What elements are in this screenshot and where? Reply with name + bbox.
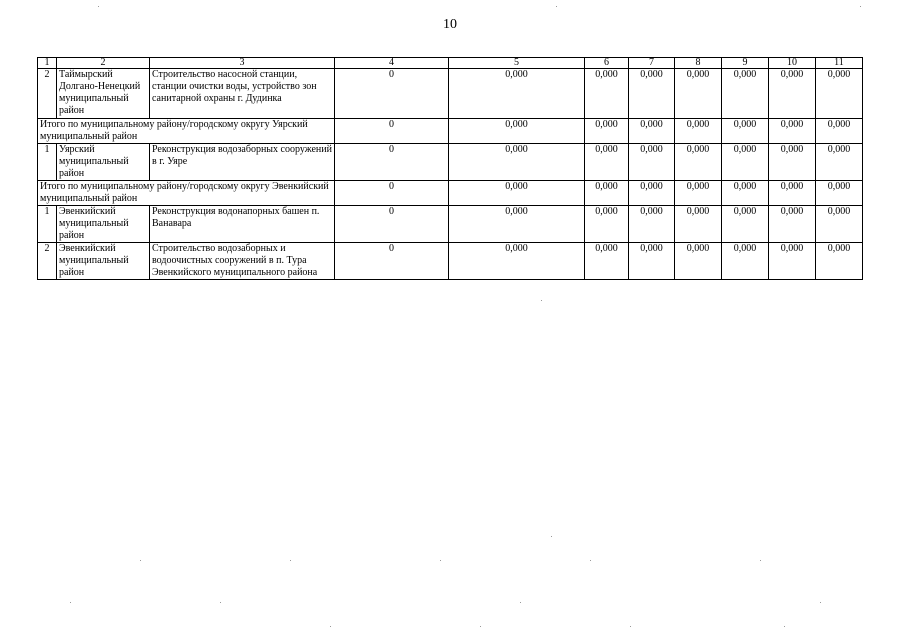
scan-speck [98,6,99,7]
column-header: 8 [675,58,722,69]
value-cell: 0,000 [816,119,863,144]
scan-speck [220,602,221,603]
value-cell: 0,000 [722,69,769,119]
column-header: 11 [816,58,863,69]
value-cell: 0,000 [585,243,629,280]
value-cell: 0,000 [675,206,722,243]
scan-speck [590,560,591,561]
table-row [38,144,863,181]
value-cell: 0,000 [722,144,769,181]
value-cell: 0,000 [769,181,816,206]
value-cell: 0,000 [585,206,629,243]
object-cell: Строительство насосной станции, станции очистки воды, устройство зон санитарной охраны г. Дудинка [150,69,335,119]
scan-speck [630,626,631,627]
value-cell: 0,000 [629,243,675,280]
table-header-row [38,58,863,69]
page-number: 10 [443,17,457,32]
column-header: 9 [722,58,769,69]
territory-cell: Уярский муниципальный район [57,144,150,181]
total-row [38,181,863,206]
value-cell: 0,000 [449,206,585,243]
value-cell: 0 [335,144,449,181]
value-cell: 0,000 [675,119,722,144]
scan-speck [480,626,481,627]
scan-speck [860,6,861,7]
territory-cell: Эвенкийский муниципальный район [57,206,150,243]
total-row [38,119,863,144]
value-cell: 0,000 [449,69,585,119]
scan-speck [760,560,761,561]
scan-speck [820,602,821,603]
scan-speck [70,602,71,603]
total-label: Итого по муниципальному району/городскому округу Эвенкийский муниципальный район [38,181,335,206]
value-cell: 0 [335,119,449,144]
scan-speck [440,560,441,561]
scan-speck [556,6,557,7]
scan-speck [290,560,291,561]
value-cell: 0,000 [769,206,816,243]
row-number: 2 [38,243,57,280]
column-header: 6 [585,58,629,69]
object-cell: Реконструкция водонапорных башен п. Ванавара [150,206,335,243]
value-cell: 0,000 [769,69,816,119]
data-table [37,57,863,280]
value-cell: 0,000 [722,243,769,280]
value-cell: 0 [335,243,449,280]
scan-speck [784,626,785,627]
value-cell: 0,000 [816,206,863,243]
column-header: 7 [629,58,675,69]
territory-cell: Таймырский Долгано-Ненецкий муниципальный район [57,69,150,119]
value-cell: 0,000 [585,181,629,206]
value-cell: 0,000 [675,144,722,181]
value-cell: 0,000 [449,144,585,181]
value-cell: 0,000 [629,119,675,144]
row-number: 1 [38,144,57,181]
scan-speck [520,602,521,603]
value-cell: 0,000 [629,69,675,119]
value-cell: 0,000 [675,243,722,280]
value-cell: 0,000 [449,119,585,144]
value-cell: 0,000 [675,69,722,119]
value-cell: 0,000 [816,144,863,181]
value-cell: 0,000 [816,181,863,206]
value-cell: 0,000 [449,181,585,206]
scan-speck [330,626,331,627]
value-cell: 0,000 [585,119,629,144]
column-header: 2 [57,58,150,69]
value-cell: 0,000 [629,144,675,181]
table-row [38,243,863,280]
scan-speck [551,536,552,537]
column-header: 3 [150,58,335,69]
value-cell: 0 [335,206,449,243]
value-cell: 0,000 [585,69,629,119]
value-cell: 0,000 [769,119,816,144]
table-row [38,206,863,243]
column-header: 4 [335,58,449,69]
value-cell: 0 [335,69,449,119]
value-cell: 0,000 [585,144,629,181]
value-cell: 0,000 [629,181,675,206]
row-number: 2 [38,69,57,119]
row-number: 1 [38,206,57,243]
column-header: 10 [769,58,816,69]
object-cell: Реконструкция водозаборных сооружений в г. Уяре [150,144,335,181]
total-label: Итого по муниципальному району/городскому округу Уярский муниципальный район [38,119,335,144]
scan-speck [140,560,141,561]
table-row [38,69,863,119]
value-cell: 0,000 [816,243,863,280]
value-cell: 0,000 [722,119,769,144]
value-cell: 0,000 [769,243,816,280]
value-cell: 0,000 [675,181,722,206]
column-header: 1 [38,58,57,69]
object-cell: Строительство водозаборных и водоочистных сооружений в п. Тура Эвенкийского муниципального района [150,243,335,280]
value-cell: 0,000 [449,243,585,280]
column-header: 5 [449,58,585,69]
scan-speck [541,300,542,301]
value-cell: 0,000 [629,206,675,243]
territory-cell: Эвенкийский муниципальный район [57,243,150,280]
value-cell: 0,000 [722,206,769,243]
value-cell: 0,000 [722,181,769,206]
value-cell: 0,000 [816,69,863,119]
value-cell: 0 [335,181,449,206]
value-cell: 0,000 [769,144,816,181]
